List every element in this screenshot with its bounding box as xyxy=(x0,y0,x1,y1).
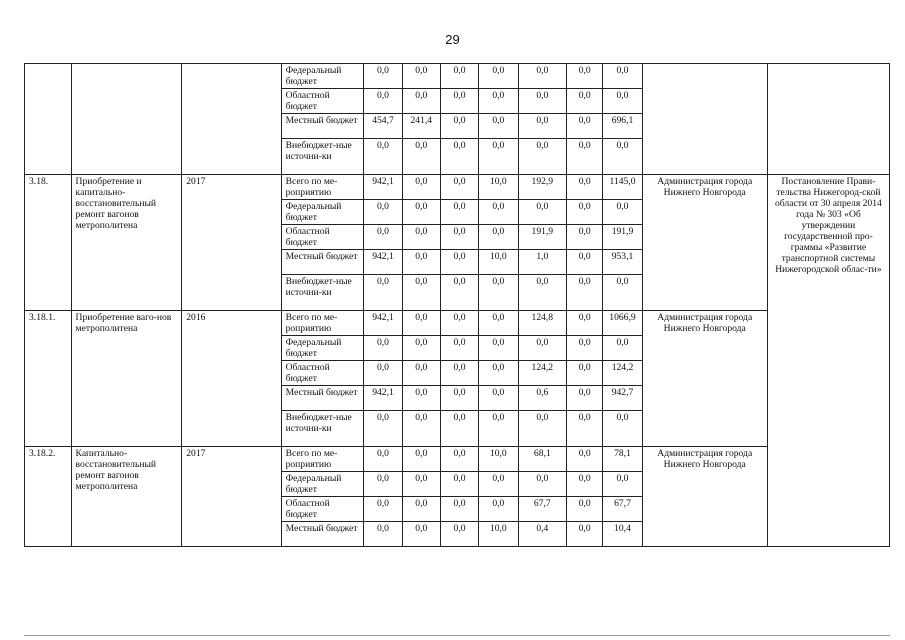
bottom-scan-line xyxy=(24,635,890,636)
value-cell: 0,0 xyxy=(479,411,518,447)
value-cell: 0,0 xyxy=(440,175,478,200)
value-cell: 0,0 xyxy=(440,64,478,89)
value-cell: 0,0 xyxy=(567,447,603,472)
value-cell: 67,7 xyxy=(518,497,567,522)
value-cell: 0,0 xyxy=(402,311,440,336)
value-cell: 942,1 xyxy=(364,250,402,275)
value-cell: 0,0 xyxy=(479,311,518,336)
value-cell: 0,6 xyxy=(518,386,567,411)
value-cell: 0,0 xyxy=(364,411,402,447)
value-cell: 0,0 xyxy=(518,89,567,114)
year-cell: 2017 xyxy=(182,175,281,311)
value-cell: 0,0 xyxy=(364,275,402,311)
measure-name-cell: Приобретение и капитально-восстановительный ремонт вагонов метрополитена xyxy=(71,175,182,311)
value-cell: 241,4 xyxy=(402,114,440,139)
value-cell: 0,0 xyxy=(479,89,518,114)
value-cell: 0,0 xyxy=(567,497,603,522)
value-cell: 0,0 xyxy=(364,447,402,472)
value-cell: 0,0 xyxy=(402,225,440,250)
value-cell: 0,0 xyxy=(518,64,567,89)
value-cell: 0,0 xyxy=(567,89,603,114)
value-cell: 0,0 xyxy=(518,275,567,311)
value-cell: 0,0 xyxy=(440,200,478,225)
value-cell: 10,0 xyxy=(479,447,518,472)
value-cell: 0,0 xyxy=(402,447,440,472)
value-cell: 0,0 xyxy=(364,472,402,497)
table-row xyxy=(25,447,890,472)
funding-source-cell: Федеральный бюджет xyxy=(281,64,364,89)
funding-source-cell: Всего по ме-роприятию xyxy=(281,175,364,200)
funding-source-cell: Внебюджет-ные источни-ки xyxy=(281,139,364,175)
value-cell: 124,2 xyxy=(518,361,567,386)
value-cell: 0,0 xyxy=(402,386,440,411)
value-cell: 0,0 xyxy=(479,139,518,175)
value-cell: 0,0 xyxy=(440,386,478,411)
value-cell: 192,9 xyxy=(518,175,567,200)
value-cell: 10,0 xyxy=(479,522,518,547)
value-cell: 0,0 xyxy=(479,386,518,411)
legal-document-cell: Постановление Прави-тельства Нижегород-ской области от 30 апреля 2014 года № 303 «Об утверждении государственной про-граммы «Развитие транспортной системы Нижегородской облас-ти» xyxy=(767,175,889,547)
value-cell: 10,4 xyxy=(603,522,642,547)
value-cell: 0,0 xyxy=(402,411,440,447)
value-cell: 0,0 xyxy=(603,64,642,89)
value-cell: 0,0 xyxy=(518,411,567,447)
value-cell: 0,0 xyxy=(440,89,478,114)
value-cell: 10,0 xyxy=(479,250,518,275)
value-cell: 0,0 xyxy=(402,200,440,225)
value-cell: 0,0 xyxy=(402,361,440,386)
value-cell: 0,0 xyxy=(440,114,478,139)
value-cell: 124,8 xyxy=(518,311,567,336)
funding-source-cell: Федеральный бюджет xyxy=(281,200,364,225)
measure-name-cell: Капитально-восстановительный ремонт вагонов метрополитена xyxy=(71,447,182,547)
value-cell: 0,0 xyxy=(440,275,478,311)
value-cell: 0,0 xyxy=(567,361,603,386)
value-cell: 0,0 xyxy=(567,336,603,361)
funding-source-cell: Областной бюджет xyxy=(281,497,364,522)
value-cell: 0,0 xyxy=(364,200,402,225)
value-cell: 191,9 xyxy=(518,225,567,250)
row-number-cell: 3.18. xyxy=(25,175,72,311)
value-cell: 0,0 xyxy=(567,175,603,200)
value-cell: 0,0 xyxy=(567,64,603,89)
measure-name-cell: Приобретение ваго-нов метрополитена xyxy=(71,311,182,447)
value-cell: 124,2 xyxy=(603,361,642,386)
value-cell: 0,0 xyxy=(518,139,567,175)
row-number-cell xyxy=(25,64,72,175)
executor-cell: Администрация города Нижнего Новгорода xyxy=(642,311,767,447)
value-cell: 0,0 xyxy=(479,472,518,497)
value-cell: 0,4 xyxy=(518,522,567,547)
value-cell: 0,0 xyxy=(603,472,642,497)
funding-source-cell: Всего по ме-роприятию xyxy=(281,447,364,472)
value-cell: 0,0 xyxy=(567,114,603,139)
value-cell: 0,0 xyxy=(364,89,402,114)
value-cell: 0,0 xyxy=(567,200,603,225)
value-cell: 696,1 xyxy=(603,114,642,139)
funding-source-cell: Всего по ме-роприятию xyxy=(281,311,364,336)
value-cell: 0,0 xyxy=(364,336,402,361)
value-cell: 0,0 xyxy=(402,497,440,522)
funding-source-cell: Федеральный бюджет xyxy=(281,336,364,361)
value-cell: 0,0 xyxy=(479,361,518,386)
value-cell: 0,0 xyxy=(518,472,567,497)
table-row xyxy=(25,175,890,200)
value-cell: 0,0 xyxy=(402,64,440,89)
value-cell: 0,0 xyxy=(402,336,440,361)
value-cell: 0,0 xyxy=(364,522,402,547)
value-cell: 942,1 xyxy=(364,311,402,336)
value-cell: 0,0 xyxy=(567,311,603,336)
value-cell: 0,0 xyxy=(364,497,402,522)
value-cell: 0,0 xyxy=(440,472,478,497)
budget-table xyxy=(24,63,890,547)
value-cell: 0,0 xyxy=(567,386,603,411)
value-cell: 0,0 xyxy=(603,336,642,361)
funding-source-cell: Местный бюджет xyxy=(281,114,364,139)
value-cell: 191,9 xyxy=(603,225,642,250)
value-cell: 0,0 xyxy=(518,200,567,225)
funding-source-cell: Местный бюджет xyxy=(281,386,364,411)
value-cell: 0,0 xyxy=(603,89,642,114)
value-cell: 0,0 xyxy=(440,139,478,175)
value-cell: 1,0 xyxy=(518,250,567,275)
value-cell: 0,0 xyxy=(518,336,567,361)
value-cell: 0,0 xyxy=(402,139,440,175)
value-cell: 953,1 xyxy=(603,250,642,275)
value-cell: 0,0 xyxy=(479,225,518,250)
year-cell xyxy=(182,64,281,175)
year-cell: 2017 xyxy=(182,447,281,547)
value-cell: 0,0 xyxy=(440,447,478,472)
value-cell: 0,0 xyxy=(402,522,440,547)
value-cell: 0,0 xyxy=(440,250,478,275)
value-cell: 0,0 xyxy=(603,200,642,225)
funding-source-cell: Областной бюджет xyxy=(281,225,364,250)
value-cell: 0,0 xyxy=(567,139,603,175)
funding-source-cell: Областной бюджет xyxy=(281,361,364,386)
year-cell: 2016 xyxy=(182,311,281,447)
executor-cell xyxy=(642,64,767,175)
value-cell: 0,0 xyxy=(479,64,518,89)
value-cell: 0,0 xyxy=(440,411,478,447)
value-cell: 0,0 xyxy=(364,225,402,250)
value-cell: 1066,9 xyxy=(603,311,642,336)
value-cell: 1145,0 xyxy=(603,175,642,200)
executor-cell: Администрация города Нижнего Новгорода xyxy=(642,447,767,547)
value-cell: 0,0 xyxy=(567,472,603,497)
funding-source-cell: Областной бюджет xyxy=(281,89,364,114)
value-cell: 942,1 xyxy=(364,175,402,200)
value-cell: 0,0 xyxy=(567,411,603,447)
value-cell: 0,0 xyxy=(440,336,478,361)
value-cell: 0,0 xyxy=(479,200,518,225)
value-cell: 454,7 xyxy=(364,114,402,139)
value-cell: 10,0 xyxy=(479,175,518,200)
funding-source-cell: Местный бюджет xyxy=(281,250,364,275)
value-cell: 0,0 xyxy=(402,89,440,114)
value-cell: 0,0 xyxy=(402,250,440,275)
table-row xyxy=(25,64,890,89)
value-cell: 67,7 xyxy=(603,497,642,522)
value-cell: 0,0 xyxy=(440,311,478,336)
value-cell: 0,0 xyxy=(567,275,603,311)
value-cell: 0,0 xyxy=(567,225,603,250)
value-cell: 0,0 xyxy=(364,361,402,386)
table-body xyxy=(25,64,890,547)
value-cell: 0,0 xyxy=(440,361,478,386)
table-row xyxy=(25,311,890,336)
row-number-cell: 3.18.1. xyxy=(25,311,72,447)
value-cell: 0,0 xyxy=(479,275,518,311)
value-cell: 0,0 xyxy=(402,275,440,311)
value-cell: 0,0 xyxy=(402,175,440,200)
value-cell: 0,0 xyxy=(479,336,518,361)
measure-name-cell xyxy=(71,64,182,175)
document-cell-empty xyxy=(767,64,889,175)
value-cell: 0,0 xyxy=(440,522,478,547)
funding-source-cell: Внебюджет-ные источни-ки xyxy=(281,275,364,311)
value-cell: 68,1 xyxy=(518,447,567,472)
value-cell: 0,0 xyxy=(479,497,518,522)
executor-cell: Администрация города Нижнего Новгорода xyxy=(642,175,767,311)
funding-source-cell: Местный бюджет xyxy=(281,522,364,547)
value-cell: 0,0 xyxy=(364,139,402,175)
value-cell: 0,0 xyxy=(364,64,402,89)
value-cell: 0,0 xyxy=(440,497,478,522)
funding-source-cell: Внебюджет-ные источни-ки xyxy=(281,411,364,447)
value-cell: 0,0 xyxy=(479,114,518,139)
value-cell: 0,0 xyxy=(603,411,642,447)
value-cell: 0,0 xyxy=(567,250,603,275)
value-cell: 942,7 xyxy=(603,386,642,411)
value-cell: 78,1 xyxy=(603,447,642,472)
value-cell: 0,0 xyxy=(440,225,478,250)
value-cell: 942,1 xyxy=(364,386,402,411)
value-cell: 0,0 xyxy=(603,275,642,311)
value-cell: 0,0 xyxy=(567,522,603,547)
funding-source-cell: Федеральный бюджет xyxy=(281,472,364,497)
page-number: 29 xyxy=(445,32,460,47)
value-cell: 0,0 xyxy=(402,472,440,497)
value-cell: 0,0 xyxy=(518,114,567,139)
value-cell: 0,0 xyxy=(603,139,642,175)
row-number-cell: 3.18.2. xyxy=(25,447,72,547)
